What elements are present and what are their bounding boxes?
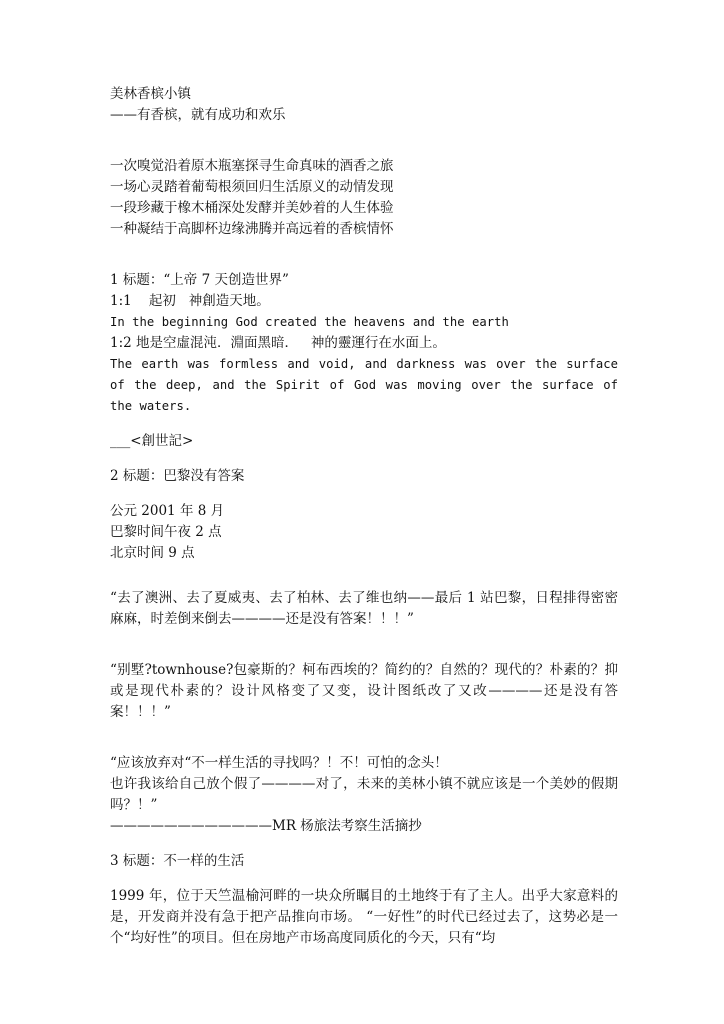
verse-1-chinese: 1:1 起初 神創造天地。 [110, 293, 270, 309]
section-1 [110, 270, 618, 452]
beijing-time-line: 北京时间 9 点 [110, 545, 195, 561]
section-2-heading: 2 标题：巴黎没有答案 [110, 468, 245, 484]
poem-block [110, 156, 618, 240]
section-1-heading: 1 标题：“上帝 7 天创造世界” [110, 272, 289, 288]
quote-signature: ————————————MR 杨旅法考察生活摘抄 [110, 818, 422, 834]
quote-paragraph: “别墅?townhouse?包豪斯的？柯布西埃的？简约的？自然的？现代的？朴素的？抑或是现代朴素的？设计风格变了又变，设计图纸改了又改————还是没有答案！！！” [110, 662, 618, 720]
body-paragraph: 1999 年，位于天竺温榆河畔的一块众所瞩目的土地终于有了主人。出乎大家意料的是，开发商并没有急于把产品推向市场。 “一好性”的时代已经过去了，这势必是一个“均好性”的项目。但在房地产市场高度同质化的今天，只有“均 [110, 888, 618, 946]
verse-2-english: The earth was formless and void, and darkness was over the surface of the deep, and the Spirit of God was moving over the surface of the waters. [110, 357, 618, 413]
document-subtitle: ——有香槟，就有成功和欢乐 [110, 107, 286, 123]
verse-1-english: In the beginning God created the heavens and the earth [110, 315, 509, 329]
section-3 [110, 851, 618, 949]
verse-2-chinese: 1:2 地是空虛混沌．淵面黑暗． 神的靈運行在水面上。 [110, 335, 446, 351]
section-2 [110, 466, 618, 837]
document-body [110, 84, 618, 949]
poem-line: 一场心灵踏着葡萄根须回归生活原义的动情发现 [110, 179, 394, 195]
section-3-heading: 3 标题：不一样的生活 [110, 853, 245, 869]
quote-line: “应该放弃对“不一样生活的寻找吗？！不！可怕的念头！ [110, 755, 448, 771]
poem-line: 一段珍藏于橡木桶深处发酵并美妙着的人生体验 [110, 200, 394, 216]
quote-paragraph: “去了澳洲、去了夏威夷、去了柏林、去了维也纳——最后 1 站巴黎，日程排得密密麻麻，时差倒来倒去————还是没有答案！！！” [110, 590, 618, 627]
date-line: 公元 2001 年 8 月 [110, 503, 225, 519]
paris-time-line: 巴黎时间午夜 2 点 [110, 524, 222, 540]
quote-paragraph: 也许我该给自己放个假了————对了，未来的美林小镇不就应该是一个美妙的假期吗？！” [110, 776, 618, 813]
scripture-source: ___<創世記> [110, 433, 194, 449]
poem-line: 一种凝结于高脚杯边缘沸腾并高远着的香槟情怀 [110, 221, 394, 237]
poem-line: 一次嗅觉沿着原木瓶塞探寻生命真味的酒香之旅 [110, 158, 394, 174]
document-title: 美林香槟小镇 [110, 86, 191, 102]
